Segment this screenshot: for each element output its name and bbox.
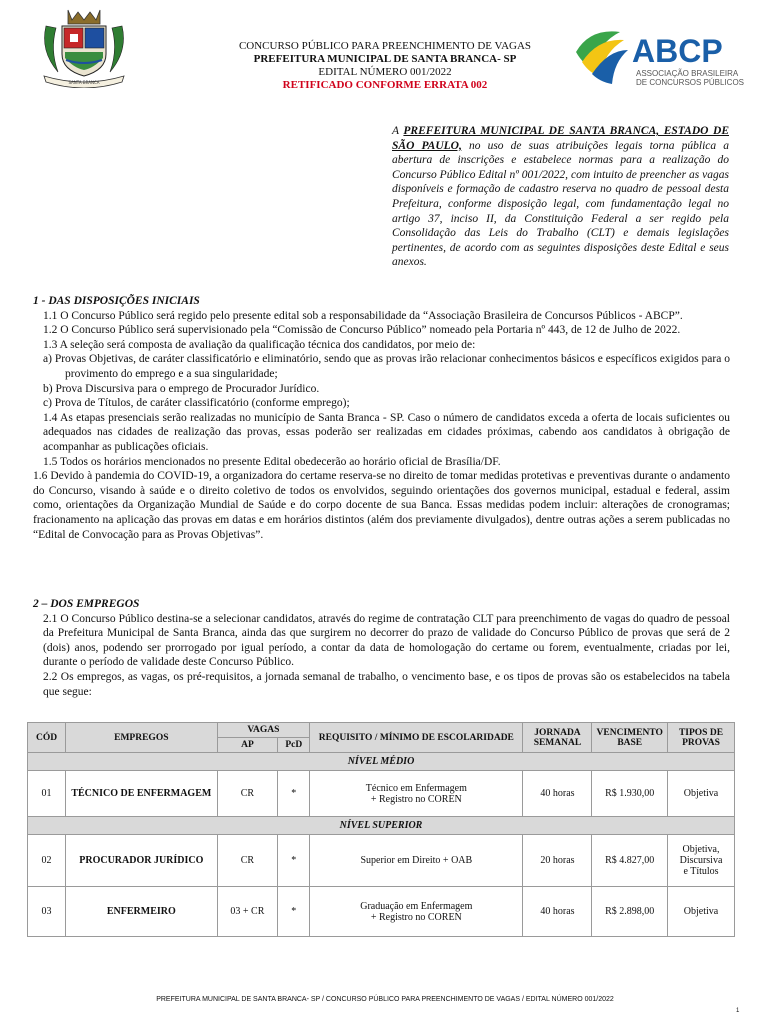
col-vencimento: VENCIMENTO BASE: [592, 723, 668, 753]
col-empregos: EMPREGOS: [66, 723, 217, 753]
abcp-subtitle-2: DE CONCURSOS PÚBLICOS: [636, 78, 745, 87]
page-footer: PREFEITURA MUNICIPAL DE SANTA BRANCA- SP / CONCURSO PÚBLICO PARA PREENCHIMENTO DE VAGAS / EDITAL NÚMERO 001/2022: [156, 996, 614, 1003]
cell-tipos: Objetiva: [668, 771, 735, 817]
document-header: [150, 40, 620, 92]
abcp-subtitle-1: ASSOCIAÇÃO BRASILEIRA: [636, 69, 739, 78]
clause-2-1: 2.1 O Concurso Público destina-se a selecionar candidatos, através do regime de contratação CLT para preenchimento de vagas do quadro de pessoal da Prefeitura Municipal de Santa Branca, ainda das que surgirem no decorrer do prazo de validade do Concurso Público de provas que será de 2 (dois) anos, podendo ser prorrogado por igual período, a contar da data de homologação do certame ou forem, eventualmente, criadas por lei, durante o período de validade deste Concurso Público.: [43, 612, 730, 669]
cell-cod: 03: [28, 887, 66, 937]
col-requisito: REQUISITO / MÍNIMO DE ESCOLARIDADE: [310, 723, 523, 753]
cell-requisito: Técnico em Enfermagem + Registro no COREN: [310, 771, 523, 817]
section-1: [33, 294, 730, 542]
cell-emprego: TÉCNICO DE ENFERMAGEM: [66, 771, 217, 817]
table-row: [28, 887, 735, 937]
level-superior: NÍVEL SUPERIOR: [28, 817, 735, 835]
level-row: [28, 817, 735, 835]
cell-cod: 01: [28, 771, 66, 817]
table-row: [28, 835, 735, 887]
header-errata-line: RETIFICADO CONFORME ERRATA 002: [282, 79, 488, 91]
cell-requisito: Graduação em Enfermagem + Registro no COREN: [310, 887, 523, 937]
clause-1-4: 1.4 As etapas presenciais serão realizadas no município de Santa Branca - SP. Caso o número de candidatos exceda a oferta de locais suficientes ou adequados nas cidades de realização das provas, essas poderão ser realizadas em cidades próximas, cabendo aos candidatos à obrigação de acompanhar as publicações oficiais.: [43, 411, 730, 453]
cell-cod: 02: [28, 835, 66, 887]
section-1-title: 1 - DAS DISPOSIÇÕES INICIAIS: [33, 295, 200, 307]
cell-pcd: *: [278, 771, 310, 817]
clause-2-2: 2.2 Os empregos, as vagas, os pré-requisitos, a jornada semanal de trabalho, o vencimento base, e os tipos de provas são os estabelecidos na tabela que segue:: [43, 670, 730, 698]
col-pcd: PcD: [278, 738, 310, 753]
cell-tipos: Objetiva: [668, 887, 735, 937]
cell-jornada: 40 horas: [523, 887, 592, 937]
clause-1-3-b: b) Prova Discursiva para o emprego de Procurador Jurídico.: [43, 382, 320, 395]
page-number: 1: [736, 1008, 740, 1014]
intro-prefix: A: [392, 125, 404, 137]
cell-tipos: Objetiva, Discursiva e Títulos: [668, 835, 735, 887]
col-ap: AP: [217, 738, 278, 753]
cell-emprego: ENFERMEIRO: [66, 887, 217, 937]
level-medio: NÍVEL MÉDIO: [28, 753, 735, 771]
crest-motto: SANTA BRANCA: [68, 80, 100, 85]
cell-requisito: Superior em Direito + OAB: [310, 835, 523, 887]
jobs-table: [27, 722, 735, 937]
cell-pcd: *: [278, 887, 310, 937]
abcp-logo: [570, 22, 750, 94]
cell-vencimento: R$ 1.930,00: [592, 771, 668, 817]
cell-ap: CR: [217, 835, 278, 887]
table-row: [28, 771, 735, 817]
cell-jornada: 20 horas: [523, 835, 592, 887]
header-line-2: PREFEITURA MUNICIPAL DE SANTA BRANCA- SP: [253, 53, 517, 65]
cell-emprego: PROCURADOR JURÍDICO: [66, 835, 217, 887]
table-header-row: [28, 723, 735, 738]
intro-paragraph: [392, 124, 729, 270]
cell-ap: 03 + CR: [217, 887, 278, 937]
section-2: [33, 597, 730, 699]
intro-body: no uso de suas atribuições legais torna pública a abertura de inscrições e estabelece normas para a realização do Concurso Público Edital nº 001/2022, com intuito de preencher as vagas disponíveis e formação de cadastro reserva no quadro de pessoal desta Prefeitura, conforme disposição legal, com fundamentação legal no artigo 37, inciso II, da Constituição Federal a ser regido pela Consolidação das Leis do Trabalho (CLT) e demais legislações pertinentes, de acordo com as seguintes disposições deste Edital e seus anexos.: [392, 139, 729, 269]
cell-jornada: 40 horas: [523, 771, 592, 817]
cell-ap: CR: [217, 771, 278, 817]
header-line-1: CONCURSO PÚBLICO PARA PREENCHIMENTO DE VAGAS: [238, 40, 532, 52]
clause-1-3-c: c) Prova de Títulos, de caráter classificatório (conforme emprego);: [43, 397, 350, 410]
cell-vencimento: R$ 2.898,00: [592, 887, 668, 937]
clause-1-3: 1.3 A seleção será composta de avaliação da qualificação técnica dos candidatos, por meio de:: [43, 338, 476, 351]
clause-1-5: 1.5 Todos os horários mencionados no presente Edital obedecerão ao horário oficial de Brasília/DF.: [43, 455, 501, 468]
abcp-wordmark: ABCP: [632, 33, 723, 69]
col-tipos: TIPOS DE PROVAS: [668, 723, 735, 753]
clause-1-3-a: a) Provas Objetivas, de caráter classificatório e eliminatório, sendo que as provas irão relacionar conhecimentos básicos e específicos exigidos para o provimento do emprego e a sua singularidade;: [43, 353, 730, 380]
col-jornada: JORNADA SEMANAL: [523, 723, 592, 753]
clause-1-6: 1.6 Devido à pandemia do COVID-19, a organizadora do certame reserva-se no direito de tomar medidas protetivas e preventivas durante o andamento do Concurso, visando à saúde e o direito coletivo de todos os envolvidos, seguindo orientações dos governos municipal, estadual e federal, assim como, orientações da Organização Mundial de Saúde e do corpo docente de sua Banca. Essas medidas podem incluir: alterações de cronogramas; fracionamento na aplicação das provas em datas e em horários distintos (além dos previamente divulgados), dentre outras ações a serem publicadas no “Edital de Convocação para as Provas Objetivas”.: [33, 470, 730, 541]
intro-entity-name: PREFEITURA MUNICIPAL DE SANTA BRANCA, ESTADO DE SÃO PAULO,: [392, 125, 729, 152]
col-cod: CÓD: [28, 723, 66, 753]
clause-1-1: 1.1 O Concurso Público será regido pelo presente edital sob a responsabilidade da “Associação Brasileira de Concursos Públicos - ABCP”.: [43, 309, 683, 322]
col-vagas: VAGAS: [217, 723, 310, 738]
header-line-3: EDITAL NÚMERO 001/2022: [318, 66, 452, 78]
section-2-title: 2 – DOS EMPREGOS: [33, 598, 140, 610]
clause-1-2: 1.2 O Concurso Público será supervisionado pela “Comissão de Concurso Público” nomeado pela Portaria nº 443, de 12 de Julho de 2022.: [43, 324, 681, 337]
municipal-crest-logo: [36, 6, 132, 88]
cell-vencimento: R$ 4.827,00: [592, 835, 668, 887]
cell-pcd: *: [278, 835, 310, 887]
level-row: [28, 753, 735, 771]
